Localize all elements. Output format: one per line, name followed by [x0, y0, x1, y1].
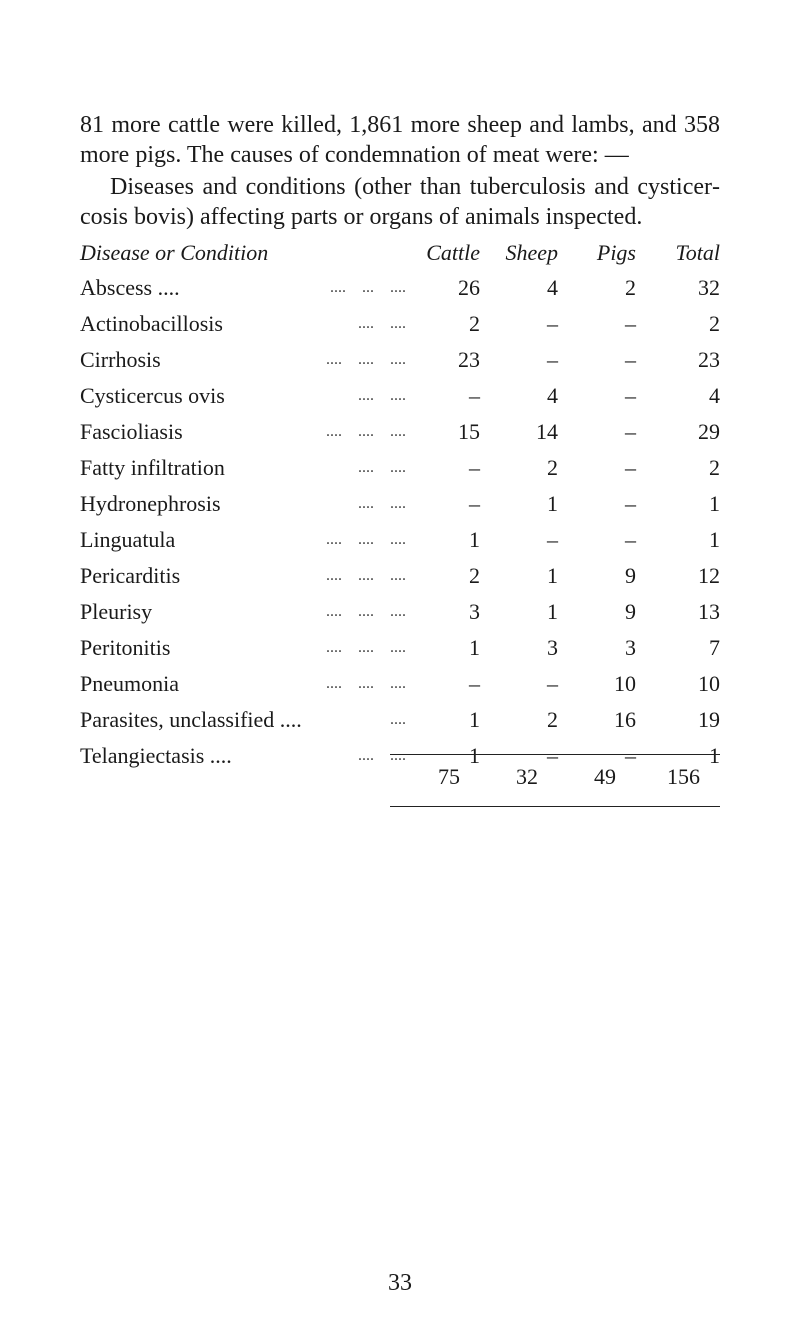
row-total: 13 [698, 599, 720, 624]
table-row [80, 630, 720, 666]
row-total: 1 [709, 491, 720, 516]
row-sheep: – [547, 743, 558, 768]
row-pigs: – [625, 455, 636, 480]
row-total: 19 [698, 707, 720, 732]
row-disease-label: Abscess .... [80, 275, 180, 300]
row-pigs: 16 [614, 707, 636, 732]
row-disease-name [80, 558, 410, 594]
row-disease-name [80, 450, 410, 486]
row-disease-name [80, 306, 410, 342]
leader-dots: .... .... .... [326, 531, 406, 548]
row-disease-label: Telangiectasis .... [80, 743, 232, 768]
table-row [80, 270, 720, 306]
leader-dots: .... .... .... [326, 639, 406, 656]
row-disease-label: Fatty infiltration [80, 455, 225, 480]
row-disease-label: Linguatula [80, 527, 176, 552]
leader-dots: .... .... .... [326, 675, 406, 692]
row-cattle: 1 [469, 527, 480, 552]
row-disease-name [80, 270, 410, 306]
row-pigs: – [625, 383, 636, 408]
row-sheep: – [547, 527, 558, 552]
row-pigs: – [625, 743, 636, 768]
row-cattle: 1 [469, 635, 480, 660]
condemnation-table [80, 236, 720, 774]
row-disease-name [80, 630, 410, 666]
row-sheep: 1 [547, 491, 558, 516]
row-total: 23 [698, 347, 720, 372]
row-disease-name [80, 486, 410, 522]
row-cattle: – [469, 383, 480, 408]
row-pigs: 10 [614, 671, 636, 696]
row-disease-label: Pneumonia [80, 671, 179, 696]
row-sheep: 4 [547, 275, 558, 300]
table-row [80, 342, 720, 378]
row-sheep: – [547, 671, 558, 696]
row-total: 1 [709, 527, 720, 552]
row-disease-name [80, 738, 410, 774]
row-cattle: 23 [458, 347, 480, 372]
table-body [80, 270, 720, 774]
totals-bottom-rule [390, 806, 720, 807]
row-disease-label: Hydronephrosis [80, 491, 221, 516]
row-pigs: – [625, 527, 636, 552]
page-number: 33 [388, 1270, 412, 1296]
row-disease-label: Pleurisy [80, 599, 153, 624]
row-total: 2 [709, 455, 720, 480]
row-cattle: – [469, 491, 480, 516]
row-pigs: – [625, 419, 636, 444]
row-cattle: 15 [458, 419, 480, 444]
row-sheep: – [547, 347, 558, 372]
table-row [80, 558, 720, 594]
row-pigs: 9 [625, 563, 636, 588]
row-pigs: 3 [625, 635, 636, 660]
row-cattle: 26 [458, 275, 480, 300]
row-disease-name [80, 342, 410, 378]
row-disease-name [80, 666, 410, 702]
leader-dots: .... .... .... [326, 567, 406, 584]
row-sheep: 2 [547, 707, 558, 732]
row-disease-label: Pericarditis [80, 563, 181, 588]
row-sheep: – [547, 311, 558, 336]
row-cattle: 1 [469, 707, 480, 732]
header-pigs: Pigs [596, 240, 636, 265]
leader-dots: .... ... .... [330, 279, 406, 296]
leader-dots: .... [390, 711, 406, 728]
row-disease-label: Cirrhosis [80, 347, 161, 372]
header-sheep: Sheep [505, 240, 558, 265]
leader-dots: .... .... [358, 387, 406, 404]
table-row [80, 486, 720, 522]
row-total: 29 [698, 419, 720, 444]
row-pigs: – [625, 311, 636, 336]
row-disease-name [80, 522, 410, 558]
row-cattle: – [469, 455, 480, 480]
row-disease-label: Fascioliasis [80, 419, 183, 444]
table-row [80, 414, 720, 450]
leader-dots: .... .... [358, 315, 406, 332]
row-sheep: 2 [547, 455, 558, 480]
row-sheep: 3 [547, 635, 558, 660]
table-row [80, 450, 720, 486]
row-total: 12 [698, 563, 720, 588]
row-total: 4 [709, 383, 720, 408]
row-cattle: 2 [469, 563, 480, 588]
row-total: 32 [698, 275, 720, 300]
row-disease-label: Parasites, unclassified .... [80, 707, 302, 732]
leader-dots: .... .... [358, 747, 406, 764]
row-cattle: 2 [469, 311, 480, 336]
row-sheep: 4 [547, 383, 558, 408]
row-total: 7 [709, 635, 720, 660]
table-row [80, 306, 720, 342]
table-row [80, 702, 720, 738]
row-cattle: – [469, 671, 480, 696]
leader-dots: .... .... [358, 459, 406, 476]
row-sheep: 1 [547, 599, 558, 624]
row-disease-name [80, 702, 410, 738]
row-disease-label: Peritonitis [80, 635, 171, 660]
total-sheep: 32 [516, 764, 538, 789]
row-sheep: 14 [536, 419, 558, 444]
total-grand: 156 [667, 764, 700, 789]
table-header-row [80, 236, 720, 270]
total-cattle: 75 [438, 764, 460, 789]
table-row [80, 594, 720, 630]
header-cattle: Cattle [426, 240, 480, 265]
totals-top-rule [390, 754, 720, 755]
row-disease-label: Cysticercus ovis [80, 383, 225, 408]
table-caption: Diseases and conditions (other than tuberculosis and cysticercosis bovis) affecting parts or organs of animals inspected. [80, 174, 720, 230]
row-total: 1 [709, 743, 720, 768]
leader-dots: .... .... .... [326, 603, 406, 620]
intro-paragraph: 81 more cattle were killed, 1,861 more sheep and lambs, and 358 more pigs. The causes of condemnation of meat were: — [80, 112, 720, 168]
row-total: 10 [698, 671, 720, 696]
table-row [80, 378, 720, 414]
total-pigs: 49 [594, 764, 616, 789]
row-disease-name [80, 378, 410, 414]
row-disease-name [80, 414, 410, 450]
table-row [80, 666, 720, 702]
leader-dots: .... .... [358, 495, 406, 512]
leader-dots: .... .... .... [326, 351, 406, 368]
row-cattle: 3 [469, 599, 480, 624]
row-sheep: 1 [547, 563, 558, 588]
row-disease-label: Actinobacillosis [80, 311, 223, 336]
row-pigs: 2 [625, 275, 636, 300]
row-cattle: 1 [469, 743, 480, 768]
table-row [80, 522, 720, 558]
row-disease-name [80, 594, 410, 630]
row-total: 2 [709, 311, 720, 336]
header-disease: Disease or Condition [80, 240, 269, 265]
header-total: Total [675, 240, 720, 265]
leader-dots: .... .... .... [326, 423, 406, 440]
row-pigs: – [625, 347, 636, 372]
row-pigs: 9 [625, 599, 636, 624]
row-pigs: – [625, 491, 636, 516]
